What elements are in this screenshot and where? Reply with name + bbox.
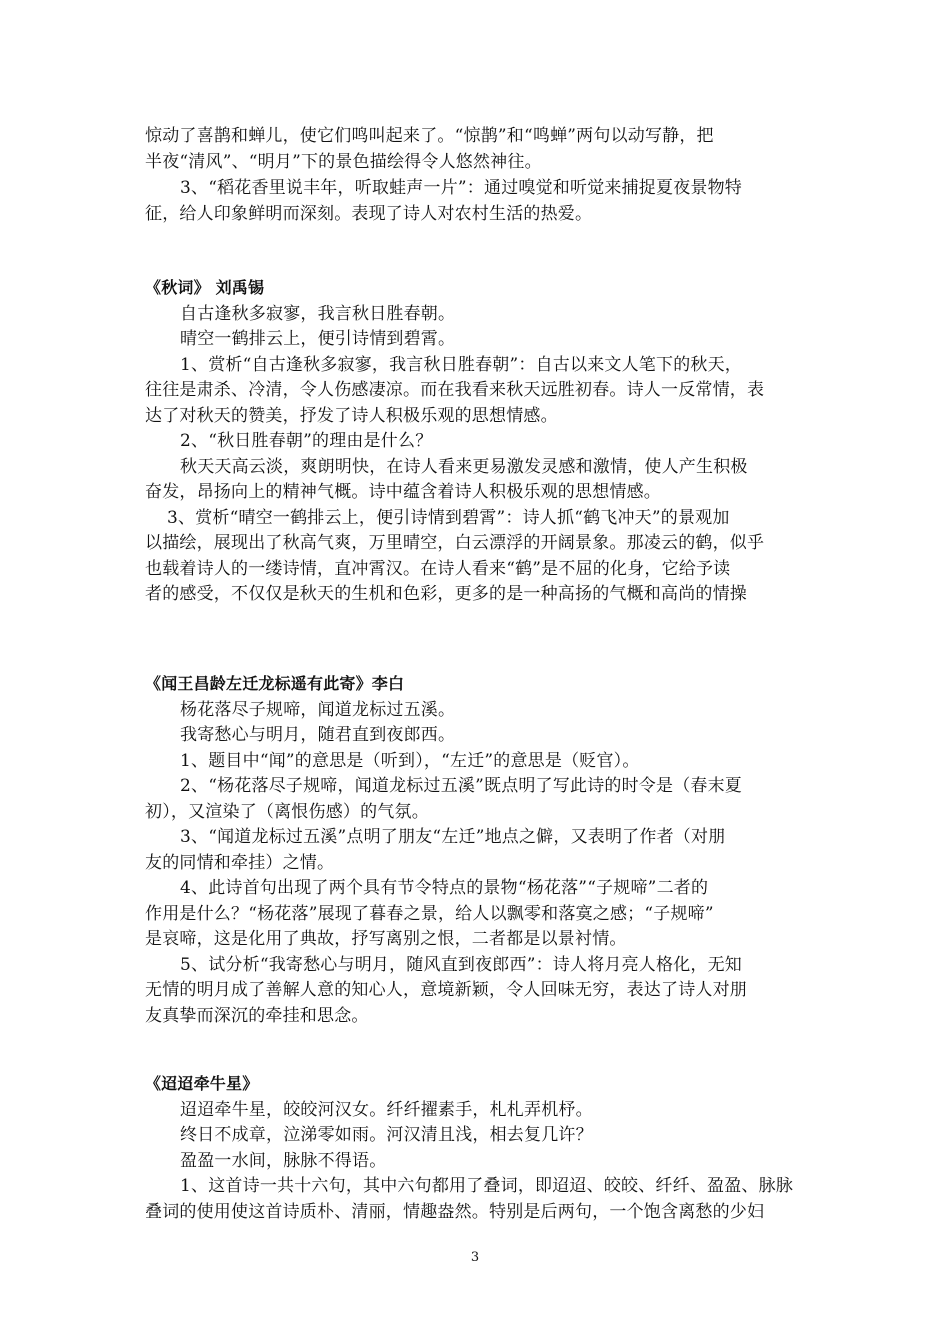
paragraph-line: 友的同情和牵挂）之情。 (145, 853, 335, 873)
paragraph-line: 是哀啼，这是化用了典故，抒写离别之恨，二者都是以景衬情。 (145, 929, 627, 949)
paragraph-line: 叠词的使用使这首诗质朴、清丽，情趣盎然。特别是后两句，一个饱含离愁的少妇 (145, 1202, 765, 1222)
paragraph-line: 3、“稻花香里说丰年，听取蛙声一片”：通过嗅觉和听觉来捕捉夏夜景物特 (180, 178, 742, 198)
poem-line: 迢迢牵牛星，皎皎河汉女。纤纤擢素手，札札弄机杼。 (180, 1100, 593, 1120)
paragraph-line: 1、这首诗一共十六句，其中六句都用了叠词，即迢迢、皎皎、纤纤、盈盈、脉脉 (180, 1176, 794, 1196)
paragraph-line: 5、试分析“我寄愁心与明月，随风直到夜郎西”：诗人将月亮人格化，无知 (180, 955, 742, 975)
paragraph-line: 以描绘，展现出了秋高气爽，万里晴空，白云漂浮的开阔景象。那凌云的鹤，似乎 (145, 533, 765, 553)
paragraph-line: 达了对秋天的赞美，抒发了诗人积极乐观的思想情感。 (145, 406, 558, 426)
section-title-tiaotiao: 《迢迢牵牛星》 (145, 1074, 259, 1093)
poem-line: 晴空一鹤排云上，便引诗情到碧霄。 (180, 329, 456, 349)
paragraph-line: 者的感受，不仅仅是秋天的生机和色彩，更多的是一种高扬的气概和高尚的情操 (145, 584, 747, 604)
paragraph-line: 3、赏析“晴空一鹤排云上，便引诗情到碧霄”：诗人抓“鹤飞冲天”的景观加 (167, 508, 730, 528)
poem-line: 盈盈一水间，脉脉不得语。 (180, 1151, 387, 1171)
paragraph-line: 作用是什么？“杨花落”展现了暮春之景，给人以飘零和落寞之感；“子规啼” (145, 904, 714, 924)
poem-line: 自古逢秋多寂寥，我言秋日胜春朝。 (180, 304, 456, 324)
paragraph-line: 也载着诗人的一缕诗情，直冲霄汉。在诗人看来“鹤”是不屈的化身，它给予读 (145, 559, 731, 579)
paragraph-line: 半夜“清风”、“明月”下的景色描绘得令人悠然神往。 (145, 152, 542, 172)
paragraph-line: 1、赏析“自古逢秋多寂寥，我言秋日胜春朝”：自古以来文人笔下的秋天， (180, 355, 742, 375)
paragraph-line: 友真挚而深沉的牵挂和思念。 (145, 1006, 369, 1026)
paragraph-line: 无情的明月成了善解人意的知心人，意境新颖，令人回味无穷，表达了诗人对朋 (145, 980, 747, 1000)
poem-line: 杨花落尽子规啼，闻道龙标过五溪。 (180, 700, 456, 720)
section-title-qiuci: 《秋词》 刘禹锡 (145, 278, 265, 297)
page-number: 3 (470, 1250, 480, 1265)
paragraph-line: 奋发，昂扬向上的精神气概。诗中蕴含着诗人积极乐观的思想情感。 (145, 482, 661, 502)
paragraph-line: 惊动了喜鹊和蝉儿，使它们鸣叫起来了。“惊鹊”和“鸣蝉”两句以动写静，把 (145, 126, 714, 146)
paragraph-line: 2、“秋日胜春朝”的理由是什么？ (180, 431, 433, 451)
paragraph-line: 2、“杨花落尽子规啼，闻道龙标过五溪”既点明了写此诗的时令是（春末夏 (180, 776, 742, 796)
paragraph-line: 往往是肃杀、冷清，令人伤感凄凉。而在我看来秋天远胜初春。诗人一反常情，表 (145, 380, 765, 400)
paragraph-line: 1、题目中“闻”的意思是（听到），“左迁”的意思是（贬官）。 (180, 751, 640, 771)
poem-line: 终日不成章，泣涕零如雨。河汉清且浅，相去复几许？ (180, 1125, 593, 1145)
paragraph-line: 征，给人印象鲜明而深刻。表现了诗人对农村生活的热爱。 (145, 204, 593, 224)
paragraph-line: 3、“闻道龙标过五溪”点明了朋友“左迁”地点之僻，又表明了作者（对朋 (180, 827, 726, 847)
paragraph-line: 秋天天高云淡，爽朗明快，在诗人看来更易激发灵感和激情，使人产生积极 (180, 457, 748, 477)
poem-line: 我寄愁心与明月，随君直到夜郎西。 (180, 725, 456, 745)
paragraph-line: 初），又渲染了（离恨伤感）的气氛。 (145, 802, 429, 822)
paragraph-line: 4、此诗首句出现了两个具有节令特点的景物“杨花落”“子规啼”二者的 (180, 878, 709, 898)
section-title-wenwang: 《闻王昌龄左迁龙标遥有此寄》李白 (145, 674, 405, 693)
